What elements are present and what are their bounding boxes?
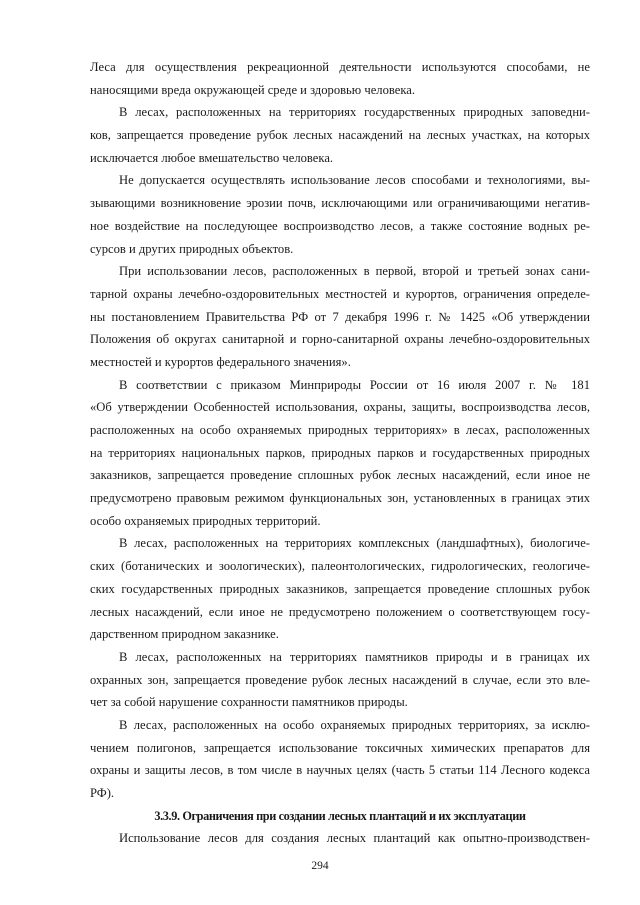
text-line: предусмотрено правовым режимом функциональных зон, установленных в границах этих bbox=[90, 491, 590, 506]
text-line: заказников, запрещается проведение сплошных рубок лесных насаждений, если иное не bbox=[90, 468, 590, 483]
text-line: чет за собой нарушение сохранности памятников природы. bbox=[90, 695, 408, 710]
text-line: «Об утверждении Особенностей использования, охраны, защиты, воспроизводства лесов, bbox=[90, 400, 590, 415]
text-line: расположенных на особо охраняемых природных территориях» в лесах, расположенных bbox=[90, 423, 590, 437]
text-line: лесных насаждений, если иное не предусмотрено положением о соответствующем госу- bbox=[90, 604, 590, 619]
text-line: дарственном природном заказнике. bbox=[90, 627, 279, 642]
text-line: РФ). bbox=[90, 786, 115, 800]
text-line: Не допускается осуществлять использование лесов способами и технологиями, вы- bbox=[119, 173, 590, 188]
text-line: Леса для осуществления рекреационной деятельности используются способами, не bbox=[90, 60, 590, 74]
section-heading: 3.3.9. Ограничения при создании лесных плантаций и их эксплуатации bbox=[154, 808, 526, 823]
text-line: на территориях национальных парков, природных парков и государственных природных bbox=[90, 445, 590, 460]
text-line: ских (ботанических и зоологических), палеонтологических, гидрологических, геологиче- bbox=[90, 559, 590, 574]
text-line: ное воздействие на последующее воспроизводство лесов, а также состояние водных ре- bbox=[90, 218, 590, 233]
text-line: ских государственных природных заказников, запрещается проведение сплошных рубок bbox=[90, 581, 590, 596]
text-line: Положения об округах санитарной и горно-санитарной охраны лечебно-оздоровительных bbox=[90, 332, 590, 347]
text-line: местностей и курортов федерального значения». bbox=[90, 354, 351, 369]
text-line: особо охраняемых природных территорий. bbox=[90, 513, 321, 528]
text-line: исключается любое вмешательство человека. bbox=[90, 150, 334, 165]
text-line: В лесах, расположенных на особо охраняемых природных территориях, за исклю- bbox=[119, 717, 590, 732]
text-line: В лесах, расположенных на территориях памятников природы и в границах их bbox=[119, 649, 590, 664]
text-line: охраны и защиты лесов, в том числе в научных целях (часть 5 статьи 114 Лесного кодекса bbox=[90, 763, 590, 778]
text-line: тарной охраны лечебно-оздоровительных местностей и курортов, ограничения определе- bbox=[90, 286, 590, 301]
text-line: В соответствии с приказом Минприроды России от 16 июля 2007 г. № 181 bbox=[119, 377, 590, 392]
text-line: При использовании лесов, расположенных в первой, второй и третьей зонах сани- bbox=[119, 264, 590, 279]
text-line: зывающими возникновение эрозии почв, исключающими или ограничивающими негатив- bbox=[90, 196, 590, 211]
text-line: ков, запрещается проведение рубок лесных насаждений на лесных участках, на которых bbox=[90, 128, 590, 143]
page-text bbox=[90, 56, 590, 850]
page-number: 294 bbox=[311, 860, 329, 872]
text-line: сурсов и других природных объектов. bbox=[90, 241, 294, 256]
text-line: наносящими вреда окружающей среде и здоровью человека. bbox=[90, 82, 415, 97]
text-line: В лесах, расположенных на территориях государственных природных заповедни- bbox=[119, 105, 590, 120]
text-line: охранных зон, запрещается проведение рубок лесных насаждений в случае, если это вле- bbox=[90, 672, 590, 687]
text-line: В лесах, расположенных на территориях комплексных (ландшафтных), биологиче- bbox=[119, 536, 590, 551]
text-line: ны постановлением Правительства РФ от 7 декабря 1996 г. № 1425 «Об утверждении bbox=[90, 309, 590, 324]
text-line: Использование лесов для создания лесных плантаций как опытно-производствен- bbox=[119, 831, 590, 846]
text-line: чением полигонов, запрещается использование токсичных химических препаратов для bbox=[90, 740, 590, 755]
